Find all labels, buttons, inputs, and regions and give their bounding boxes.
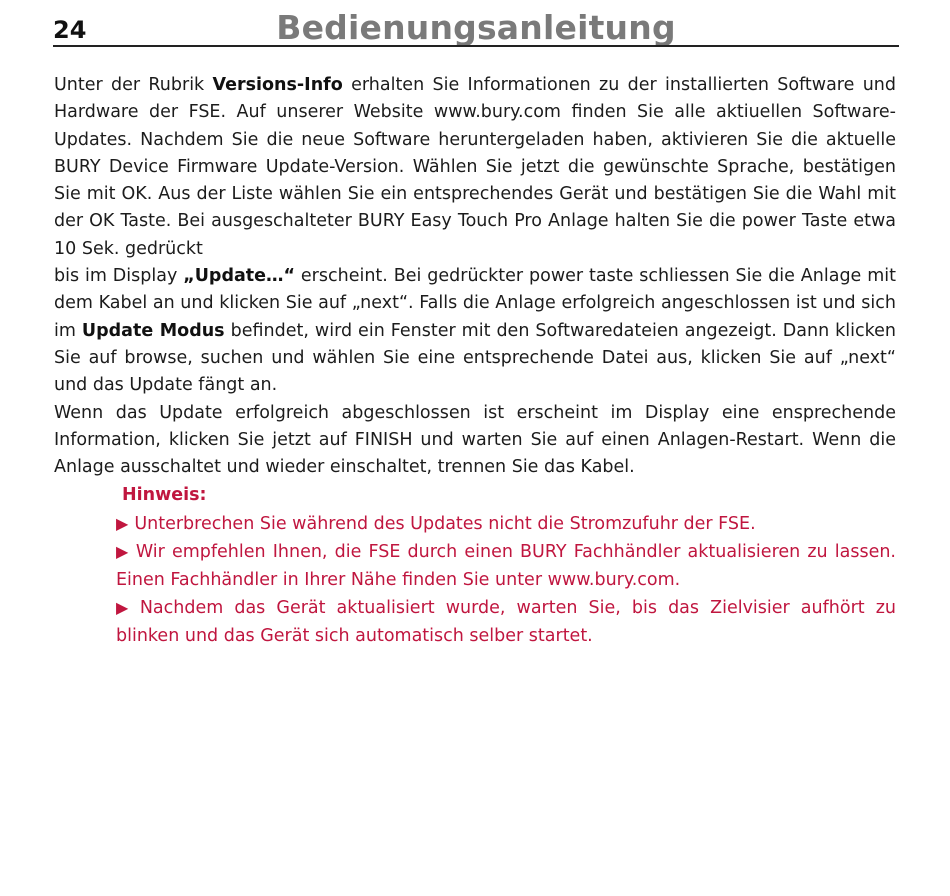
note-item-text: Nachdem das Gerät aktualisiert wurde, warten Sie, bis das Zielvisier aufhört zu blinken und das Gerät sich automatisch selber startet. [116,598,896,646]
note-box [116,482,896,650]
text-run: erscheint. Bei gedrückter power taste schliessen Sie die Anlage mit dem Kabel an und klicken Sie auf „next“. Falls die Anlage erfolgreich angeschlossen ist und sich im [54,266,896,341]
note-item [116,510,896,539]
note-title: Hinweis: [122,485,207,505]
page-header [53,6,899,46]
note-item [116,538,896,594]
page-title: Bedienungsanleitung [276,8,676,47]
text-run: erhalten Sie Informationen zu der installierten Software und Hardware der FSE. Auf unserer Website www.bury.com finden Sie alle aktiuellen Software-Updates. Nachdem Sie die neue Software heruntergeladen haben, aktivieren Sie die aktuelle BURY Device Firmware Update-Version. Wählen Sie jetzt die gewünschte Sprache, bestätigen Sie mit OK. Aus der Liste wählen Sie ein entsprechendes Gerät und bestätigen Sie die Wahl mit der OK Taste. Bei ausgeschalteter BURY Easy Touch Pro Anlage halten Sie die power Taste etwa 10 Sek. gedrückt [54,75,896,259]
triangle-bullet-icon: ▶ [116,513,129,533]
page-number: 24 [53,16,87,44]
note-item [116,594,896,650]
note-item-text: Unterbrechen Sie während des Updates nicht die Stromzufuhr der FSE. [134,513,756,534]
text-run: Unter der Rubrik [54,75,213,95]
bold-term-update: „Update…“ [183,266,296,287]
paragraph-finish: Wenn das Update erfolgreich abgeschlossen ist erscheint im Display eine ensprechende Information, klicken Sie jetzt auf FINISH und warten Sie auf einen Anlagen-Restart. Wenn die Anlage ausschaltet und wieder einschaltet, trennen Sie das Kabel. [54,402,896,478]
text-run: befindet, wird ein Fenster mit den Softwaredateien angezeigt. Dann klicken Sie auf browse, suchen und wählen Sie eine entsprechende Datei aus, klicken Sie auf „next“ und das Update fängt an. [54,320,897,396]
paragraph-versions-info [54,72,896,400]
triangle-bullet-icon: ▶ [116,598,134,617]
bold-term-update-modus: Update Modus [81,320,225,341]
triangle-bullet-icon: ▶ [116,542,130,561]
body-text [54,72,896,481]
bold-term-versions-info: Versions-Info [212,75,343,95]
header-divider [53,45,899,47]
text-run: bis im Display [54,266,184,287]
note-item-text: Wir empfehlen Ihnen, die FSE durch einen BURY Fachhändler aktualisieren zu lassen. Einen Fachhändler in Ihrer Nähe finden Sie unter www.bury.com. [116,542,896,590]
